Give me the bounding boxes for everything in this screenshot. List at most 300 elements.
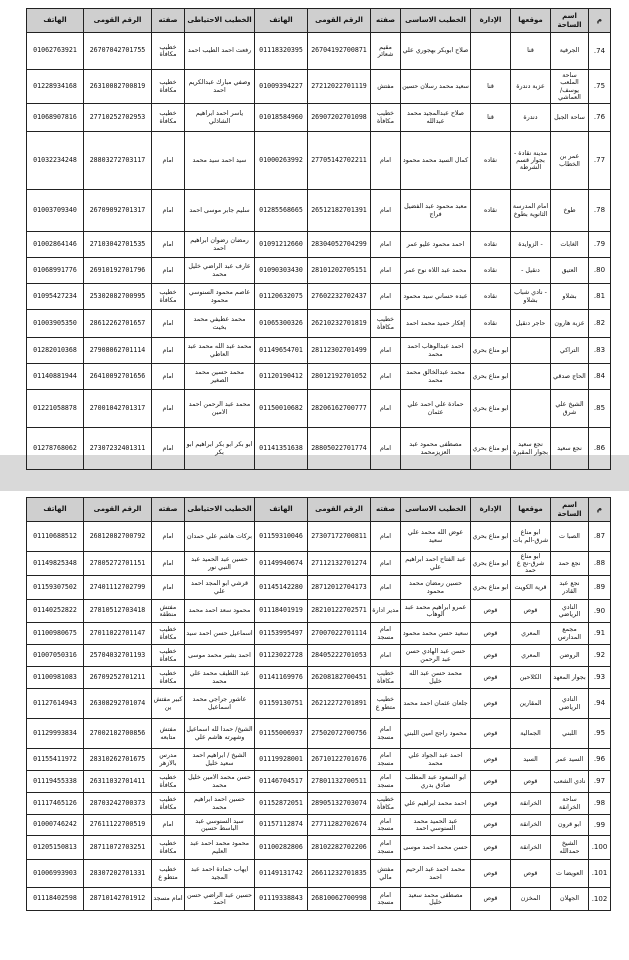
cell-square-name: ابو قرون: [551, 815, 589, 836]
cell-main-phone: 01018584960: [255, 104, 308, 132]
cell-backup-preacher-title: مدرس بالازهر: [152, 749, 185, 771]
cell-administration: قنا: [471, 70, 511, 104]
cell-row-number: 96.: [589, 749, 611, 771]
cell-location: نجع سعيد بجوار المقبرة: [511, 428, 551, 470]
cell-backup-preacher-title: امام: [152, 522, 185, 552]
cell-backup-preacher: الشيخ/ حمدا لله اسماعيل وشهرته هاشم علي: [185, 719, 255, 749]
cell-location: الكلاحين: [511, 667, 551, 689]
cell-main-preacher: كمال السيد محمد محمود: [401, 132, 471, 190]
cell-backup-national-id: 27611122700519: [84, 815, 152, 836]
cell-main-phone: 01118401919: [255, 600, 308, 623]
cell-administration: قوص: [471, 667, 511, 689]
cell-backup-national-id: 26709092701317: [84, 190, 152, 232]
cell-main-phone: 01150010682: [255, 390, 308, 428]
cell-square-name: ساحة الجبل: [551, 104, 589, 132]
column-header-location: موقعها: [511, 498, 551, 522]
cell-main-preacher: محمود راجح امين اللبني: [401, 719, 471, 749]
cell-main-national-id: 28905132703074: [308, 793, 371, 815]
cell-backup-national-id: 28307202701331: [84, 860, 152, 888]
cell-main-national-id: 27307172700811: [308, 522, 371, 552]
cell-main-preacher: ابو السعود عبد المطلب صادق بدري: [401, 771, 471, 793]
cell-backup-preacher: رمضان رضوان ابراهيم احمد: [185, 232, 255, 258]
table-row: [27, 132, 611, 190]
table-header-row: [27, 498, 611, 522]
cell-main-national-id: 28206162700777: [308, 390, 371, 428]
cell-main-preacher-title: خطيب مكافأة: [371, 104, 401, 132]
cell-administration: قوص: [471, 749, 511, 771]
cell-administration: قوص: [471, 888, 511, 911]
cell-backup-phone: 01003905350: [27, 310, 84, 338]
cell-row-number: 80.: [589, 258, 611, 284]
cell-administration: ابو مناع بحري: [471, 576, 511, 600]
cell-main-phone: 01149131742: [255, 860, 308, 888]
cell-backup-phone: 01003709340: [27, 190, 84, 232]
cell-main-national-id: 28712012704173: [308, 576, 371, 600]
cell-backup-preacher-title: امام: [152, 190, 185, 232]
cell-backup-preacher: وصفي مبارك عبدالكريم احمد: [185, 70, 255, 104]
cell-square-name: التراكي: [551, 338, 589, 364]
cell-main-preacher: احمد محمد ابراهيم علي: [401, 793, 471, 815]
column-header-row-number: م: [589, 9, 611, 33]
column-header-backup-national-id: الرقم القومى: [84, 9, 152, 33]
cell-row-number: 74.: [589, 33, 611, 70]
cell-backup-national-id: 26410092701656: [84, 364, 152, 390]
document-page-top: [0, 0, 629, 455]
cell-administration: نقاده: [471, 258, 511, 284]
cell-main-phone: 01159310046: [255, 522, 308, 552]
cell-location: - الزوايدة: [511, 232, 551, 258]
cell-main-national-id: 28210122702571: [308, 600, 371, 623]
cell-location: السيد: [511, 749, 551, 771]
cell-main-preacher-title: امام: [371, 428, 401, 470]
cell-backup-national-id: 27002182700856: [84, 719, 152, 749]
cell-backup-preacher-title: خطيب مكافأة: [152, 623, 185, 645]
cell-row-number: 101.: [589, 860, 611, 888]
cell-row-number: 99.: [589, 815, 611, 836]
cell-main-preacher: احمد محمود عليو عمر: [401, 232, 471, 258]
cell-main-national-id: 27801132700511: [308, 771, 371, 793]
cell-backup-phone: 01110688512: [27, 522, 84, 552]
cell-main-national-id: 28102282702206: [308, 836, 371, 860]
cell-main-phone: 01119928001: [255, 749, 308, 771]
cell-square-name: نجع سعيد: [551, 428, 589, 470]
cell-backup-preacher-title: خطيب متطو ع: [152, 860, 185, 888]
table-row: [27, 33, 611, 70]
table-row: [27, 719, 611, 749]
cell-main-preacher: احمد عبد الجواد علي محمد: [401, 749, 471, 771]
document-page-bottom: [0, 491, 629, 960]
cell-backup-preacher: اسماعيل حسن احمد سيد: [185, 623, 255, 645]
cell-administration: قوص: [471, 600, 511, 623]
cell-square-name: العويضا ت: [551, 860, 589, 888]
table-row: [27, 888, 611, 911]
cell-backup-preacher-title: خطيب مكافأة: [152, 70, 185, 104]
cell-location: الخرانقة: [511, 836, 551, 860]
table-row: [27, 428, 611, 470]
cell-main-preacher: احمد عبدالوهاب احمد محمد: [401, 338, 471, 364]
table-row: [27, 836, 611, 860]
cell-location: دنقيل -: [511, 258, 551, 284]
cell-main-phone: 01145142280: [255, 576, 308, 600]
cell-main-national-id: 26210232701819: [308, 310, 371, 338]
cell-main-preacher: عبده حساني سيد محمود: [401, 284, 471, 310]
cell-main-national-id: 27212022701119: [308, 70, 371, 104]
cell-backup-preacher: محمد حسين محمد الصغير: [185, 364, 255, 390]
cell-main-preacher-title: خطيب مكافأة: [371, 310, 401, 338]
cell-square-name: ساحة الخرانقة: [551, 793, 589, 815]
cell-main-preacher-title: مفتش مالي: [371, 860, 401, 888]
cell-row-number: 100.: [589, 836, 611, 860]
cell-main-preacher-title: امام مسجد: [371, 836, 401, 860]
cell-main-phone: 01120190412: [255, 364, 308, 390]
cell-location: ابو مناع شرق-نج ع حمد: [511, 552, 551, 576]
cell-main-preacher: محمد حسن عبد الله خليل: [401, 667, 471, 689]
column-header-backup-phone: الهاتف: [27, 9, 84, 33]
cell-row-number: 78.: [589, 190, 611, 232]
cell-row-number: 83.: [589, 338, 611, 364]
cell-main-preacher: محمد احمد عبد الرحيم احمد: [401, 860, 471, 888]
cell-main-preacher-title: امام: [371, 522, 401, 552]
cell-main-national-id: 28405222701053: [308, 645, 371, 667]
cell-backup-phone: 01000746242: [27, 815, 84, 836]
cell-backup-preacher: سيد السنوسي عبد الباسط حسين: [185, 815, 255, 836]
cell-main-phone: 01285568665: [255, 190, 308, 232]
cell-square-name: الغابات: [551, 232, 589, 258]
cell-administration: ابو مناع بحري: [471, 428, 511, 470]
cell-backup-phone: 01127614943: [27, 689, 84, 719]
cell-backup-preacher-title: خطيب مكافأة: [152, 284, 185, 310]
cell-main-national-id: 26704192700871: [308, 33, 371, 70]
cell-main-preacher-title: امام: [371, 190, 401, 232]
cell-main-national-id: 27007022701114: [308, 623, 371, 645]
cell-square-name: العتيق: [551, 258, 589, 284]
cell-administration: قوص: [471, 623, 511, 645]
cell-backup-national-id: 27401112702799: [84, 576, 152, 600]
cell-main-phone: 01141169976: [255, 667, 308, 689]
preachers-table-bottom: [26, 497, 611, 911]
table-row: [27, 623, 611, 645]
cell-backup-phone: 01140252822: [27, 600, 84, 623]
cell-main-phone: 01090303430: [255, 258, 308, 284]
cell-backup-phone: 01129993834: [27, 719, 84, 749]
cell-square-name: الجهلان: [551, 888, 589, 911]
cell-main-preacher: سعيد محمد رسلان حسين: [401, 70, 471, 104]
cell-backup-preacher: بركات هاشم علي حمدان: [185, 522, 255, 552]
cell-row-number: 97.: [589, 771, 611, 793]
cell-backup-preacher: عاشور جراجي محمد اسماعيل: [185, 689, 255, 719]
table-row: [27, 815, 611, 836]
cell-row-number: 93.: [589, 667, 611, 689]
cell-backup-phone: 01140881944: [27, 364, 84, 390]
table-row: [27, 552, 611, 576]
cell-backup-national-id: 27908062701114: [84, 338, 152, 364]
cell-backup-phone: 01118402598: [27, 888, 84, 911]
cell-row-number: 77.: [589, 132, 611, 190]
cell-main-national-id: 26611232701835: [308, 860, 371, 888]
cell-location: قوص: [511, 860, 551, 888]
cell-square-name: عزبة هارون: [551, 310, 589, 338]
cell-backup-national-id: 28710142701912: [84, 888, 152, 911]
cell-square-name: بشلاو: [551, 284, 589, 310]
cell-square-name: ساحة الملعب يوسف/ العماشي: [551, 70, 589, 104]
table-row: [27, 771, 611, 793]
cell-backup-national-id: 26709252701211: [84, 667, 152, 689]
cell-main-national-id: 28012192701052: [308, 364, 371, 390]
column-header-main-phone: الهاتف: [255, 9, 308, 33]
cell-main-preacher-title: امام مسجد: [371, 719, 401, 749]
cell-backup-national-id: 26707042701755: [84, 33, 152, 70]
cell-backup-preacher: احمد بشير محمد موسى: [185, 645, 255, 667]
cell-administration: ابو مناع بحري: [471, 338, 511, 364]
cell-backup-preacher: حسين عبد الراضي حسن احمد: [185, 888, 255, 911]
cell-main-preacher: عوض الله محمد علي سعيد: [401, 522, 471, 552]
cell-main-preacher-title: امام: [371, 338, 401, 364]
cell-main-preacher: صلاح ابوبكر بهجوري علي: [401, 33, 471, 70]
column-header-main-national-id: الرقم القومى: [308, 498, 371, 522]
cell-main-preacher: حسن محمد احمد موسى: [401, 836, 471, 860]
cell-main-preacher: مصطفى محمد سعيد خليل: [401, 888, 471, 911]
cell-backup-phone: 01006993903: [27, 860, 84, 888]
cell-square-name: نجع حمد: [551, 552, 589, 576]
cell-administration: قوص: [471, 771, 511, 793]
cell-row-number: 92.: [589, 645, 611, 667]
cell-main-preacher: معبد محمود عبد الفضيل فراج: [401, 190, 471, 232]
cell-backup-preacher: ايهاب حمادة احمد عبد المجيد: [185, 860, 255, 888]
cell-backup-preacher: محمد عبد الله محمد عبد العاطي: [185, 338, 255, 364]
table-row: [27, 749, 611, 771]
cell-backup-preacher-title: امام: [152, 552, 185, 576]
table-row: [27, 364, 611, 390]
cell-main-phone: 01149654701: [255, 338, 308, 364]
column-header-main-preacher-title: صفته: [371, 9, 401, 33]
cell-backup-phone: 01149825348: [27, 552, 84, 576]
cell-main-preacher-title: امام مسجد: [371, 623, 401, 645]
cell-main-phone: 01009394227: [255, 70, 308, 104]
cell-backup-preacher-title: امام: [152, 576, 185, 600]
cell-location: امام المدرسة الثانوية بطوخ: [511, 190, 551, 232]
cell-location: - نادي شباب بشلاو: [511, 284, 551, 310]
cell-main-phone: 01118320395: [255, 33, 308, 70]
cell-backup-preacher-title: امام: [152, 364, 185, 390]
cell-backup-phone: 01205150813: [27, 836, 84, 860]
cell-main-phone: 01091212660: [255, 232, 308, 258]
cell-row-number: 91.: [589, 623, 611, 645]
cell-administration: [471, 33, 511, 70]
cell-backup-preacher-title: خطيب مكافأة: [152, 667, 185, 689]
cell-main-preacher: عبد الحميد محمد السنوسي احمد: [401, 815, 471, 836]
cell-backup-preacher-title: امام: [152, 428, 185, 470]
cell-backup-phone: 01282010368: [27, 338, 84, 364]
cell-main-national-id: 27711282702674: [308, 815, 371, 836]
cell-backup-preacher: ياسر احمد ابراهيم الشاذلي: [185, 104, 255, 132]
cell-row-number: 76.: [589, 104, 611, 132]
cell-backup-preacher-title: امام: [152, 815, 185, 836]
cell-backup-phone: 01155411972: [27, 749, 84, 771]
cell-backup-national-id: 25302082700995: [84, 284, 152, 310]
cell-location: الخرانقة: [511, 815, 551, 836]
cell-main-national-id: 28112302701499: [308, 338, 371, 364]
table-row: [27, 190, 611, 232]
cell-backup-preacher: محمد عبد الرحمن احمد الامين: [185, 390, 255, 428]
cell-row-number: 81.: [589, 284, 611, 310]
cell-main-preacher-title: مقيم شعائر: [371, 33, 401, 70]
cell-backup-phone: 01007050316: [27, 645, 84, 667]
cell-main-phone: 01123022728: [255, 645, 308, 667]
cell-row-number: 102.: [589, 888, 611, 911]
cell-location: حاجر دنقيل: [511, 310, 551, 338]
column-header-backup-preacher: الخطيب الاحتياطى: [185, 9, 255, 33]
cell-row-number: 95.: [589, 719, 611, 749]
cell-square-name: السيد عمر: [551, 749, 589, 771]
cell-main-preacher: حسين رمضان محمد محمود: [401, 576, 471, 600]
cell-backup-preacher-title: خطيب مكافأة: [152, 836, 185, 860]
cell-square-name: مجمع المدارس: [551, 623, 589, 645]
cell-main-preacher-title: امام: [371, 552, 401, 576]
column-header-backup-preacher: الخطيب الاحتياطى: [185, 498, 255, 522]
cell-main-preacher: إفكار حميد محمد احمد: [401, 310, 471, 338]
cell-backup-phone: 01228934168: [27, 70, 84, 104]
cell-square-name: اللبني: [551, 719, 589, 749]
cell-backup-preacher-title: خطيب مكافأة: [152, 793, 185, 815]
cell-backup-preacher: حسين احمد ابراهيم محمد: [185, 793, 255, 815]
cell-administration: نقاده: [471, 232, 511, 258]
cell-main-phone: 01000263992: [255, 132, 308, 190]
cell-main-preacher: سعيد حسن محمد محمود: [401, 623, 471, 645]
cell-main-national-id: 26810062700998: [308, 888, 371, 911]
table-body: [27, 522, 611, 911]
cell-main-phone: 01159130751: [255, 689, 308, 719]
cell-location: دندرة: [511, 104, 551, 132]
cell-backup-national-id: 27011022701147: [84, 623, 152, 645]
cell-location: عزبة دندرة: [511, 70, 551, 104]
cell-backup-phone: 01068991776: [27, 258, 84, 284]
cell-location: المعري: [511, 623, 551, 645]
cell-backup-national-id: 28612262701657: [84, 310, 152, 338]
cell-backup-national-id: 26310082700819: [84, 70, 152, 104]
cell-main-national-id: 26512182701391: [308, 190, 371, 232]
cell-backup-preacher: قرشي ابو المجد احمد علي: [185, 576, 255, 600]
cell-backup-national-id: 27810512703418: [84, 600, 152, 623]
cell-backup-preacher: سيد احمد سيد محمد: [185, 132, 255, 190]
cell-main-preacher-title: خطيب مكافأة: [371, 793, 401, 815]
cell-backup-preacher: محمود سعد احمد محمد: [185, 600, 255, 623]
cell-backup-preacher: ابو بكر ابو بكر ابراهيم ابو بكر: [185, 428, 255, 470]
cell-square-name: نادي الشعب: [551, 771, 589, 793]
cell-administration: قوص: [471, 836, 511, 860]
cell-location: [511, 390, 551, 428]
cell-location: الجمالية: [511, 719, 551, 749]
cell-main-national-id: 27112132701274: [308, 552, 371, 576]
cell-administration: نقاده: [471, 284, 511, 310]
cell-row-number: 86.: [589, 428, 611, 470]
cell-main-preacher: حسن عبد الهادي حسن عبد الرحمن: [401, 645, 471, 667]
cell-main-phone: 01149940674: [255, 552, 308, 576]
cell-backup-preacher-title: خطيب مكافأة: [152, 771, 185, 793]
cell-backup-national-id: 28703242700373: [84, 793, 152, 815]
cell-square-name: النادي الرياضي: [551, 689, 589, 719]
column-header-row-number: م: [589, 498, 611, 522]
cell-main-preacher: عمرو ابراهيم محمد عبد الوهاب: [401, 600, 471, 623]
cell-main-phone: 01119338843: [255, 888, 308, 911]
cell-main-preacher-title: امام: [371, 132, 401, 190]
cell-backup-preacher: عارف عبد الراضي خليل محمد: [185, 258, 255, 284]
column-header-location: موقعها: [511, 9, 551, 33]
cell-backup-national-id: 26311032701411: [84, 771, 152, 793]
cell-row-number: 94.: [589, 689, 611, 719]
cell-location: المعري: [511, 645, 551, 667]
cell-backup-phone: 01002864146: [27, 232, 84, 258]
table-row: [27, 232, 611, 258]
cell-main-phone: 01120632075: [255, 284, 308, 310]
cell-administration: ابو مناع بحري: [471, 522, 511, 552]
cell-backup-national-id: 28711072703251: [84, 836, 152, 860]
cell-square-name: الجرفية: [551, 33, 589, 70]
cell-main-preacher: صلاح عبدالمجيد محمد عبدالله: [401, 104, 471, 132]
column-header-main-preacher: الخطيب الاساسى: [401, 498, 471, 522]
cell-main-phone: 01152872051: [255, 793, 308, 815]
cell-backup-preacher-title: امام: [152, 258, 185, 284]
cell-backup-phone: 01100981083: [27, 667, 84, 689]
column-header-administration: الإدارة: [471, 498, 511, 522]
cell-backup-phone: 01117465126: [27, 793, 84, 815]
column-header-square-name: اسم الساحة: [551, 498, 589, 522]
cell-administration: قوص: [471, 860, 511, 888]
table-row: [27, 860, 611, 888]
table-row: [27, 667, 611, 689]
cell-main-preacher: جلعان عثمان احمد محمد: [401, 689, 471, 719]
column-header-backup-phone: الهاتف: [27, 498, 84, 522]
table-row: [27, 522, 611, 552]
cell-main-preacher-title: خطيب متطو ع: [371, 689, 401, 719]
cell-location: قنا: [511, 33, 551, 70]
cell-location: قوص: [511, 600, 551, 623]
cell-main-national-id: 27502072700756: [308, 719, 371, 749]
column-header-main-preacher: الخطيب الاساسى: [401, 9, 471, 33]
table-row: [27, 793, 611, 815]
cell-square-name: الصبا ت: [551, 522, 589, 552]
cell-main-phone: 01155006937: [255, 719, 308, 749]
cell-backup-preacher: عاصم محمود السنوسي محمود: [185, 284, 255, 310]
cell-main-phone: 01141351638: [255, 428, 308, 470]
table-row: [27, 390, 611, 428]
cell-main-preacher: عبد الفتاح احمد ابراهيم علي: [401, 552, 471, 576]
cell-main-national-id: 26212272701891: [308, 689, 371, 719]
cell-row-number: 89.: [589, 576, 611, 600]
cell-main-preacher: حمادة علي احمد علي عثمان: [401, 390, 471, 428]
column-header-backup-national-id: الرقم القومى: [84, 498, 152, 522]
cell-backup-preacher-title: امام مسجد: [152, 888, 185, 911]
table-row: [27, 310, 611, 338]
cell-administration: ابو مناع بحري: [471, 390, 511, 428]
cell-main-preacher-title: خطيب مكافأة: [371, 667, 401, 689]
cell-main-preacher: محمد عبد اللاه نوح عمر: [401, 258, 471, 284]
cell-square-name: طوخ: [551, 190, 589, 232]
cell-square-name: عمر بن الخطاب: [551, 132, 589, 190]
table-row: [27, 689, 611, 719]
cell-row-number: 98.: [589, 793, 611, 815]
column-header-main-national-id: الرقم القومى: [308, 9, 371, 33]
cell-location: المخزن: [511, 888, 551, 911]
cell-main-preacher-title: امام: [371, 232, 401, 258]
cell-main-preacher-title: امام: [371, 284, 401, 310]
cell-backup-preacher: رفعت احمد الطيب احمد: [185, 33, 255, 70]
cell-backup-preacher-title: امام: [152, 390, 185, 428]
table-row: [27, 284, 611, 310]
cell-location: مدينة نقادة - بجوار قسم الشرطة: [511, 132, 551, 190]
cell-backup-preacher: عبد اللطيف محمد علي محمد: [185, 667, 255, 689]
cell-main-phone: 01146704517: [255, 771, 308, 793]
preachers-table-top: [26, 8, 611, 470]
